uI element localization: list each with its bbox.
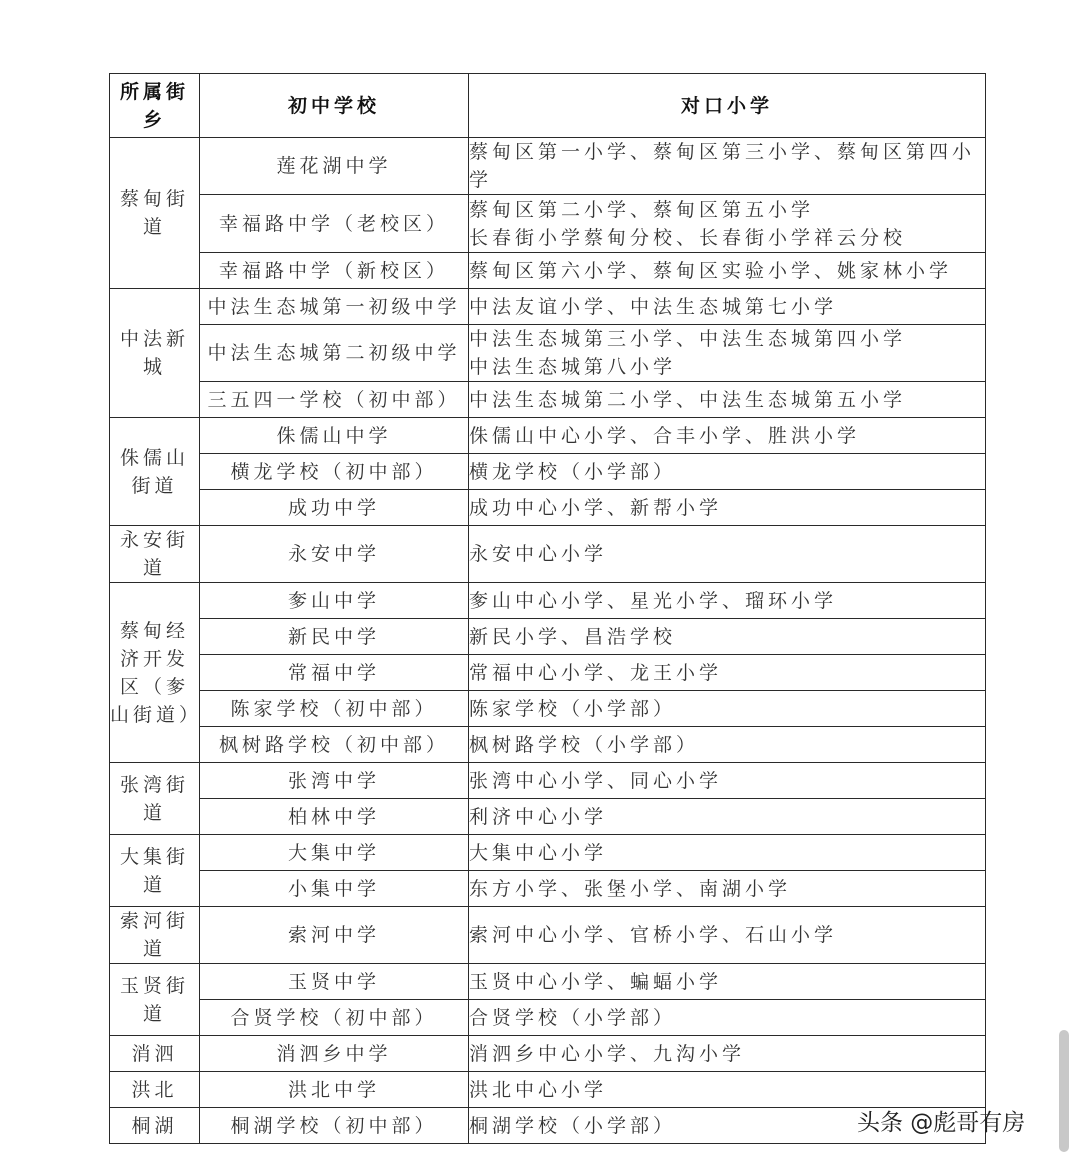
table-row [110, 1036, 986, 1072]
primary-school-cell [469, 325, 986, 382]
primary-school-line: 横龙学校（小学部） [469, 460, 677, 483]
primary-school-cell [469, 490, 986, 526]
primary-school-line: 中法生态城第二小学、中法生态城第五小学 [469, 388, 907, 411]
middle-school-cell: 奓山中学 [200, 583, 469, 619]
primary-school-line: 蔡甸区第六小学、蔡甸区实验小学、姚家林小学 [469, 259, 953, 282]
table-row [110, 1072, 986, 1108]
primary-school-cell [469, 195, 986, 253]
primary-school-line: 玉贤中心小学、蝙蝠小学 [469, 970, 723, 993]
middle-school-cell: 小集中学 [200, 871, 469, 907]
table-row [110, 253, 986, 289]
district-cell: 张湾街道 [110, 763, 200, 835]
primary-school-cell [469, 253, 986, 289]
table-row [110, 1108, 986, 1144]
primary-school-cell [469, 289, 986, 325]
primary-school-cell [469, 691, 986, 727]
table-row [110, 691, 986, 727]
middle-school-cell: 永安中学 [200, 526, 469, 583]
scrollbar-thumb[interactable] [1059, 1030, 1069, 1152]
middle-school-cell: 幸福路中学（老校区） [200, 195, 469, 253]
middle-school-cell: 张湾中学 [200, 763, 469, 799]
table-row [110, 454, 986, 490]
primary-school-line: 索河中心小学、官桥小学、石山小学 [469, 924, 838, 946]
primary-school-line: 枫树路学校（小学部） [469, 733, 700, 756]
district-cell: 中法新城 [110, 289, 200, 418]
middle-school-cell: 柏林中学 [200, 799, 469, 835]
district-cell: 玉贤街道 [110, 964, 200, 1036]
primary-school-cell [469, 583, 986, 619]
primary-school-line: 蔡甸区第一小学、蔡甸区第三小学、蔡甸区第四小学 [469, 141, 976, 191]
district-cell: 蔡甸街道 [110, 138, 200, 289]
watermark: 头条 @彪哥有房 [857, 1110, 1026, 1136]
primary-school-cell [469, 799, 986, 835]
middle-school-cell: 消泗乡中学 [200, 1036, 469, 1072]
primary-school-cell [469, 1072, 986, 1108]
primary-school-line: 蔡甸区第二小学、蔡甸区第五小学 [469, 198, 815, 221]
table-row [110, 526, 986, 583]
primary-school-line: 永安中心小学 [469, 543, 608, 565]
primary-school-line: 中法生态城第三小学、中法生态城第四小学 [469, 328, 907, 350]
primary-school-cell [469, 727, 986, 763]
table-row [110, 964, 986, 1000]
middle-school-cell: 新民中学 [200, 619, 469, 655]
middle-school-cell: 大集中学 [200, 835, 469, 871]
middle-school-cell: 洪北中学 [200, 1072, 469, 1108]
district-cell: 蔡甸经济开发区（奓山街道） [110, 583, 200, 763]
header-district: 所属街乡 [110, 74, 200, 138]
primary-school-line: 中法友谊小学、中法生态城第七小学 [469, 295, 838, 318]
school-district-table [109, 73, 986, 1144]
table-row [110, 490, 986, 526]
middle-school-cell: 索河中学 [200, 907, 469, 964]
district-cell: 侏儒山街道 [110, 418, 200, 526]
middle-school-cell: 侏儒山中学 [200, 418, 469, 454]
table-row [110, 619, 986, 655]
table-body [110, 74, 986, 1144]
primary-school-line: 常福中心小学、龙王小学 [469, 661, 723, 684]
table-row [110, 289, 986, 325]
primary-school-line: 利济中心小学 [469, 805, 608, 828]
primary-school-cell [469, 1000, 986, 1036]
primary-school-cell [469, 655, 986, 691]
primary-school-line: 大集中心小学 [469, 841, 608, 864]
middle-school-cell: 枫树路学校（初中部） [200, 727, 469, 763]
primary-school-line: 侏儒山中心小学、合丰小学、胜洪小学 [469, 424, 861, 447]
district-cell: 大集街道 [110, 835, 200, 907]
district-cell: 永安街道 [110, 526, 200, 583]
primary-school-cell [469, 454, 986, 490]
table-row [110, 418, 986, 454]
table-row [110, 195, 986, 253]
table-row [110, 1000, 986, 1036]
primary-school-line: 中法生态城第八小学 [469, 356, 677, 378]
primary-school-cell [469, 619, 986, 655]
table-row [110, 907, 986, 964]
district-cell: 桐湖 [110, 1108, 200, 1144]
primary-school-cell [469, 138, 986, 195]
middle-school-cell: 横龙学校（初中部） [200, 454, 469, 490]
table-row [110, 325, 986, 382]
table-row [110, 382, 986, 418]
table-row [110, 799, 986, 835]
primary-school-cell [469, 418, 986, 454]
primary-school-line: 洪北中心小学 [469, 1078, 608, 1101]
header-row [110, 74, 986, 138]
primary-school-line: 合贤学校（小学部） [469, 1006, 677, 1029]
middle-school-cell: 玉贤中学 [200, 964, 469, 1000]
primary-school-cell [469, 1036, 986, 1072]
primary-school-line: 消泗乡中心小学、九沟小学 [469, 1042, 746, 1065]
middle-school-cell: 合贤学校（初中部） [200, 1000, 469, 1036]
district-cell: 索河街道 [110, 907, 200, 964]
primary-school-cell [469, 907, 986, 964]
primary-school-cell [469, 964, 986, 1000]
table-row [110, 138, 986, 195]
table-row [110, 727, 986, 763]
primary-school-line: 奓山中心小学、星光小学、瑠环小学 [469, 589, 838, 612]
middle-school-cell: 三五四一学校（初中部） [200, 382, 469, 418]
middle-school-cell: 常福中学 [200, 655, 469, 691]
table-row [110, 763, 986, 799]
middle-school-cell: 中法生态城第一初级中学 [200, 289, 469, 325]
primary-school-cell [469, 871, 986, 907]
primary-school-line: 长春街小学蔡甸分校、长春街小学祥云分校 [469, 226, 907, 249]
primary-school-cell [469, 382, 986, 418]
header-primary-school: 对口小学 [469, 74, 986, 138]
table-row [110, 655, 986, 691]
primary-school-cell [469, 763, 986, 799]
primary-school-line: 成功中心小学、新帮小学 [469, 496, 723, 519]
primary-school-line: 东方小学、张堡小学、南湖小学 [469, 877, 792, 900]
table-row [110, 871, 986, 907]
district-cell: 洪北 [110, 1072, 200, 1108]
header-middle-school: 初中学校 [200, 74, 469, 138]
middle-school-cell: 中法生态城第二初级中学 [200, 325, 469, 382]
primary-school-line: 新民小学、昌浩学校 [469, 625, 677, 648]
middle-school-cell: 成功中学 [200, 490, 469, 526]
middle-school-cell: 桐湖学校（初中部） [200, 1108, 469, 1144]
middle-school-cell: 陈家学校（初中部） [200, 691, 469, 727]
middle-school-cell: 幸福路中学（新校区） [200, 253, 469, 289]
middle-school-cell: 莲花湖中学 [200, 138, 469, 195]
primary-school-cell [469, 835, 986, 871]
primary-school-line: 张湾中心小学、同心小学 [469, 769, 723, 792]
primary-school-line: 陈家学校（小学部） [469, 697, 677, 720]
district-cell: 消泗 [110, 1036, 200, 1072]
table-row [110, 583, 986, 619]
primary-school-cell [469, 526, 986, 583]
primary-school-line: 桐湖学校（小学部） [469, 1114, 677, 1137]
table-row [110, 835, 986, 871]
